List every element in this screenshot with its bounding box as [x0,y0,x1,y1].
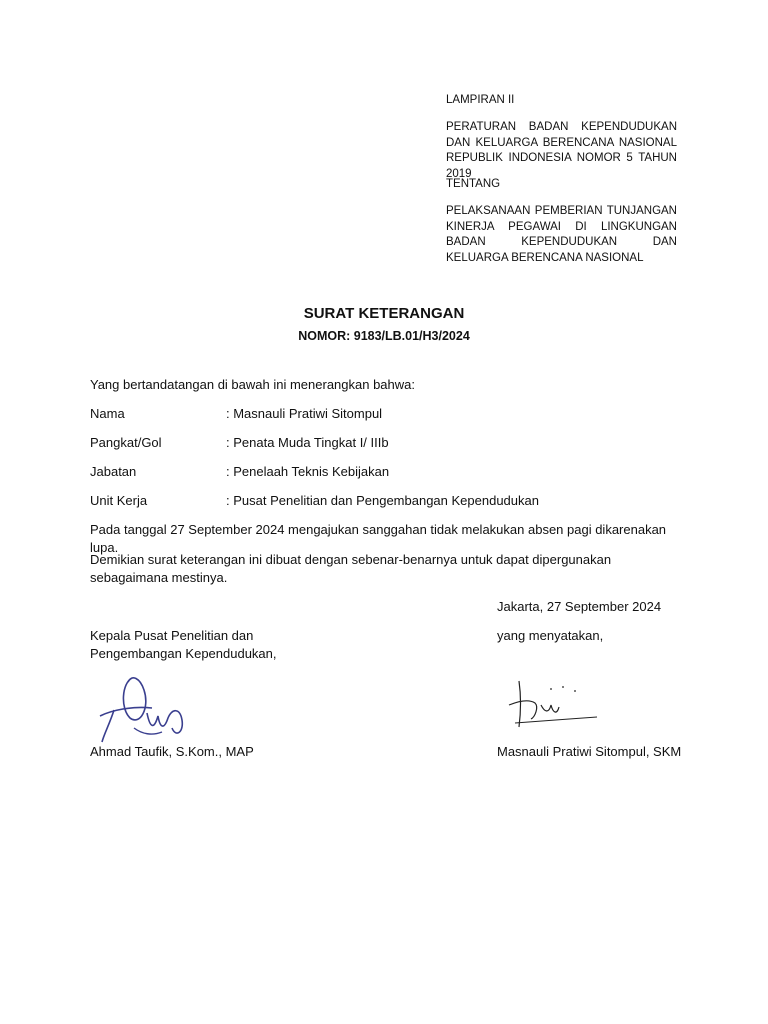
right-signature [505,675,605,735]
attachment-about-label: TENTANG [446,178,501,190]
field-label-pangkat: Pangkat/Gol [90,435,162,450]
attachment-regulation: PERATURAN BADAN KEPENDUDUKAN DAN KELUARGA BERENCANA NASIONAL REPUBLIK INDONESIA NOMOR 5 TAHUN 2019 [446,121,677,180]
field-value-unit: : Pusat Penelitian dan Pengembangan Kependudukan [226,493,539,508]
place-date: Jakarta, 27 September 2024 [497,599,662,614]
letter-intro: Yang bertandatangan di bawah ini menerangkan bahwa: [90,377,415,392]
letter-statement: Pada tanggal 27 September 2024 mengajukan sanggahan tidak melakukan absen pagi dikarenakan lupa. [90,522,667,555]
field-label-jabatan: Jabatan [90,464,137,479]
field-label-unit: Unit Kerja [90,493,148,508]
right-signatory-name: Masnauli Pratiwi Sitompul, SKM [497,744,682,759]
letter-closing: Demikian surat keterangan ini dibuat dengan sebenar-benarnya untuk dapat dipergunakan sebagaimana mestinya. [90,552,612,585]
left-signature [92,668,202,748]
right-signatory-title: yang menyatakan, [497,628,604,643]
letter-number: NOMOR: 9183/LB.01/H3/2024 [298,329,470,343]
field-value-pangkat: : Penata Muda Tingkat I/ IIIb [226,435,389,450]
left-signatory-title-2: Pengembangan Kependudukan, [90,646,277,661]
attachment-about-text: PELAKSANAAN PEMBERIAN TUNJANGAN KINERJA PEGAWAI DI LINGKUNGAN BADAN KEPENDUDUKAN DAN KELUARGA BERENCANA NASIONAL [446,205,677,264]
left-signatory-title-1: Kepala Pusat Penelitian dan [90,628,254,643]
field-value-nama: : Masnauli Pratiwi Sitompul [226,406,383,421]
field-label-nama: Nama [90,406,125,421]
left-signatory-name: Ahmad Taufik, S.Kom., MAP [90,744,254,759]
letter-title: SURAT KETERANGAN [303,305,465,322]
attachment-label: LAMPIRAN II [446,94,515,106]
field-value-jabatan: : Penelaah Teknis Kebijakan [226,464,390,479]
